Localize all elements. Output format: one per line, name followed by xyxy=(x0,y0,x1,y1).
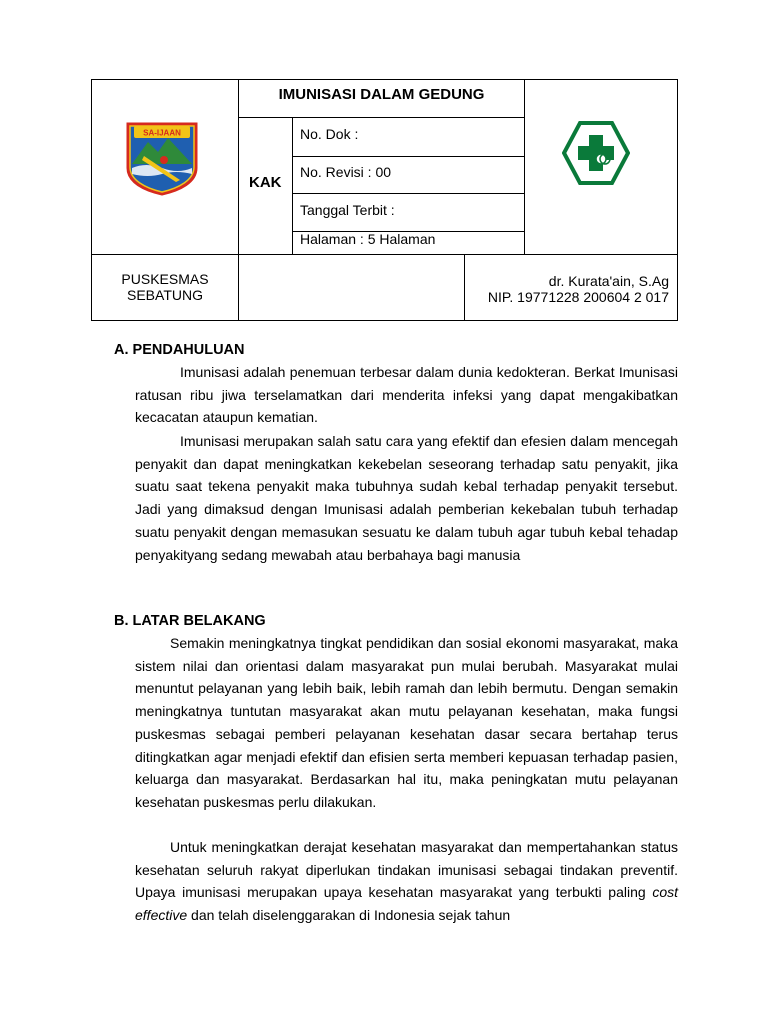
institution-line-2: SEBATUNG xyxy=(127,287,203,303)
table-border-right xyxy=(677,79,678,321)
section-a-title: A. PENDAHULUAN xyxy=(114,342,245,358)
tanggal-terbit-field: Tanggal Terbit : xyxy=(300,202,395,218)
section-a-paragraph-2 xyxy=(135,430,678,566)
halaman-field: Halaman : 5 Halaman xyxy=(300,231,436,247)
no-revisi-field: No. Revisi : 00 xyxy=(300,164,392,180)
paragraph-text: Imunisasi merupakan salah satu cara yang efektif dan efesien dalam mencegah penyakit dan dapat meningkatkan kekebelan seseorang terhadap satu penyakit, jika suatu saat tekena penyakit maka tubuhnya sudah kebal terhadap penyakit tersebut. Jadi yang dimaksud dengan Imunisasi adalah pemberian kekebalan tubuh terhadap suatu penyakit dengan memasukan sesuatu ke dalam tubuh agar tubuh kebal tehadap penyakityang sedang mewabah atau berbahaya bagi manusia xyxy=(135,433,678,563)
document-title: IMUNISASI DALAM GEDUNG xyxy=(278,86,485,103)
signatory-nip: NIP. 19771228 200604 2 017 xyxy=(487,289,669,305)
section-b-title: B. LATAR BELAKANG xyxy=(114,613,266,629)
section-b-paragraph-2 xyxy=(135,836,678,927)
table-divider xyxy=(292,193,525,194)
section-b-paragraph-1 xyxy=(135,632,678,814)
table-divider xyxy=(524,79,525,255)
paragraph-text: Semakin meningkatnya tingkat pendidikan dan sosial ekonomi masyarakat, maka sistem nilai dan orientasi dalam masyarakat pun mulai berubah. Masyarakat mulai menuntut pelayanan yang lebih baik, lebih ramah dan lebih bermutu. Dengan semakin meningkatnya tuntutan masyarakat akan mutu pelayanan kesehatan, maka fungsi puskesmas sebagai pemberi pelayanan kesehatan dasar secara bertahap terus ditingkatkan agar menjadi efektif dan efisien serta memberi kepuasan terhadap pasien, keluarga dan masyarakat. Berdasarkan hal itu, maka peningkatan mutu pelayanan kesehatan puskesmas perlu dilakukan. xyxy=(135,635,678,810)
section-a-paragraph-1 xyxy=(135,361,678,429)
emblem-lettering: SA-IJAAN xyxy=(143,128,181,138)
table-border-bottom xyxy=(91,320,678,321)
table-divider xyxy=(292,117,293,255)
table-divider xyxy=(292,156,525,157)
paragraph-text: dan telah diselenggarakan di Indonesia sejak tahun xyxy=(187,907,511,924)
no-dok-field: No. Dok : xyxy=(300,126,359,142)
table-divider xyxy=(238,79,239,255)
paragraph-text: Imunisasi adalah penemuan terbesar dalam dunia kedokteran. Berkat Imunisasi ratusan ribu jiwa terselamatkan dari menderita infeksi yang dapat mengakibatkan kecacatan ataupun kematian. xyxy=(135,364,678,426)
table-border-top xyxy=(91,79,678,80)
puskesmas-cross-logo-icon xyxy=(562,121,630,185)
institution-line-1: PUSKESMAS xyxy=(121,271,209,287)
table-divider xyxy=(91,254,678,255)
document-type: KAK xyxy=(249,174,282,191)
paragraph-text: Untuk meningkatkan derajat kesehatan masyarakat dan mempertahankan status kesehatan seluruh rakyat diperlukan tindakan imunisasi sebagai tindakan preventif. Upaya imunisasi merupakan upaya kesehatan masyarakat yang terbukti paling xyxy=(135,839,678,901)
regional-emblem-icon xyxy=(124,120,200,196)
table-divider xyxy=(238,117,525,118)
italic-term: cost effective xyxy=(135,884,678,924)
signatory-name: dr. Kurata'ain, S.Ag xyxy=(548,273,669,289)
